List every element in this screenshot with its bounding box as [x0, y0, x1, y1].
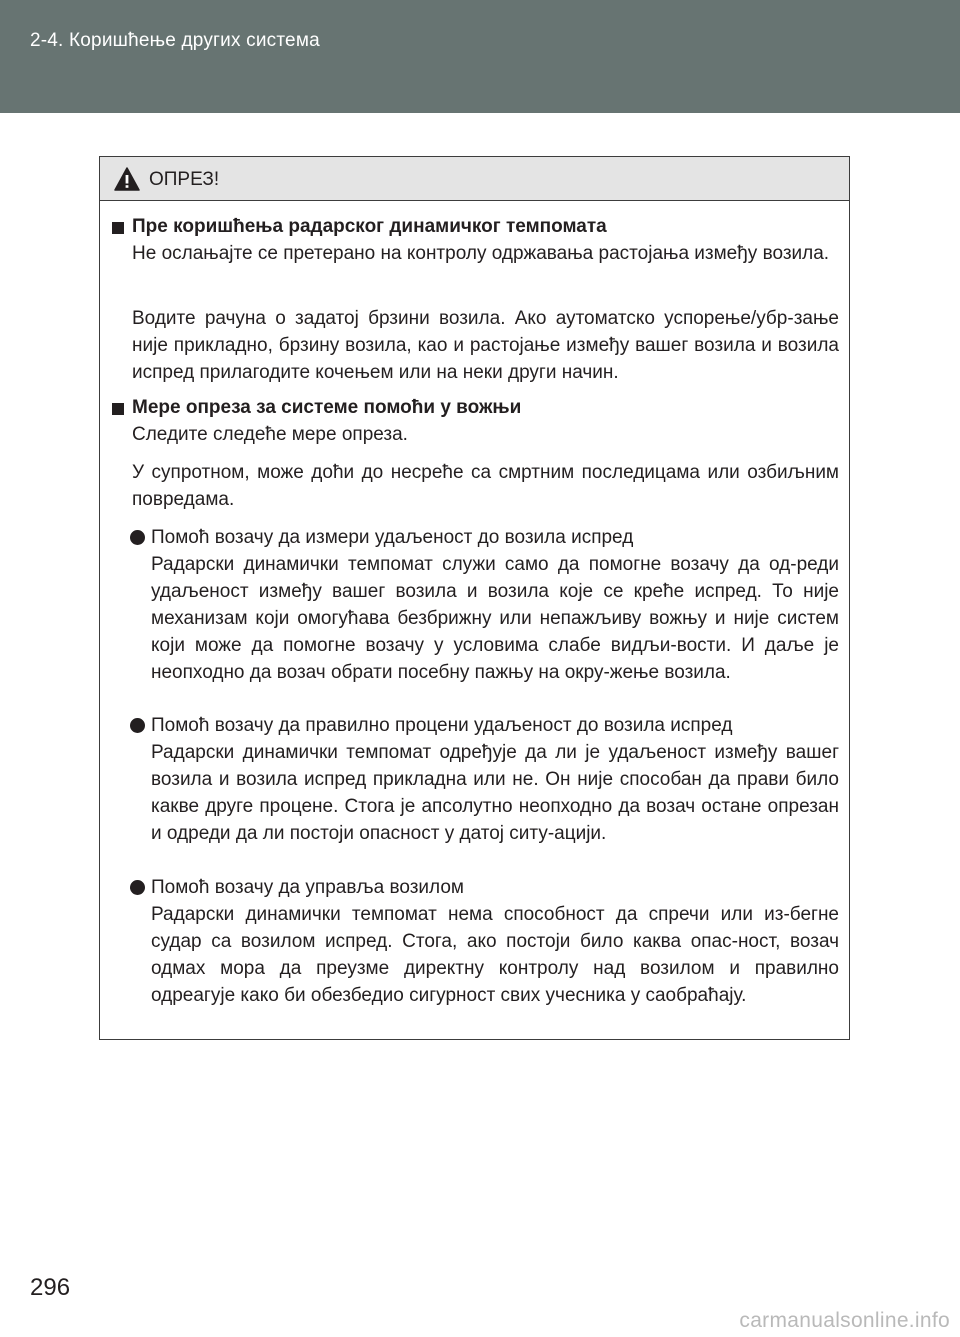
- section-marker-icon: [112, 222, 124, 234]
- bullet-icon: [130, 880, 145, 895]
- paragraph: Водите рачуна о задатој брзини возила. Ако аутоматско успорење/убр-зање није прикладно, брзину возила, као и растојање између вашег возила и возила испред прилагодите кочењем или на неки други начин.: [132, 308, 839, 383]
- caution-box: [99, 156, 850, 1040]
- caution-content: [100, 200, 849, 1039]
- section-title: 2-4. Коришћење других система: [30, 30, 320, 51]
- bullet-text: Радарски динамички темпомат служи само да помогне возачу да од-реди удаљеност између вашег возила и возила које се креће испред. То није механизам који омогућава безбрижну или непажљиву вожњу и није систем који може да помогне возачу у условима слабе видљи-вости. И даље је неопходно да возач обрати посебну пажњу на окру-жење возила.: [151, 554, 839, 683]
- section-marker-icon: [112, 403, 124, 415]
- bullet-title: Помоћ возачу да правилно процени удаљеност до возила испред: [151, 715, 733, 736]
- paragraph: У супротном, може доћи до несреће са смртним последицама или озбиљним повредама.: [132, 462, 839, 510]
- paragraph: Следите следеће мере опреза.: [132, 424, 408, 445]
- page-header: [0, 0, 960, 113]
- section-heading: Мере опреза за системе помоћи у вожњи: [132, 397, 522, 418]
- page-number: 296: [30, 1274, 71, 1301]
- warning-triangle-icon: [114, 167, 140, 191]
- watermark: carmanualsonline.info: [739, 1309, 950, 1332]
- section-heading: Пре коришћења радарског динамичког темпомата: [132, 216, 607, 237]
- caution-title: ОПРЕЗ!: [149, 169, 220, 190]
- bullet-title: Помоћ возачу да измери удаљеност до возила испред: [151, 527, 634, 548]
- caution-header: [100, 157, 849, 201]
- paragraph: Не ослањајте се претерано на контролу одржавања растојања између возила.: [132, 243, 830, 264]
- bullet-text: Радарски динамички темпомат нема способност да спречи или из-бегне судар са возилом испред. Стога, ако постоји било каква опас-ност, возач одмах мора да преузме директну контролу над возилом и правилно одреагује како би обезбедио сигурност свих учесника у саобраћају.: [151, 904, 839, 1006]
- bullet-text: Радарски динамички темпомат одређује да ли је удаљеност између вашег возила и возила испред прикладна или не. Он није способан да прави било какве друге процене. Стога је апсолутно неопходно да возач остане опрезан и одреди да ли постоји опасност у датој ситу-ацији.: [151, 742, 839, 844]
- bullet-icon: [130, 530, 145, 545]
- bullet-title: Помоћ возачу да управља возилом: [151, 877, 464, 898]
- bullet-icon: [130, 718, 145, 733]
